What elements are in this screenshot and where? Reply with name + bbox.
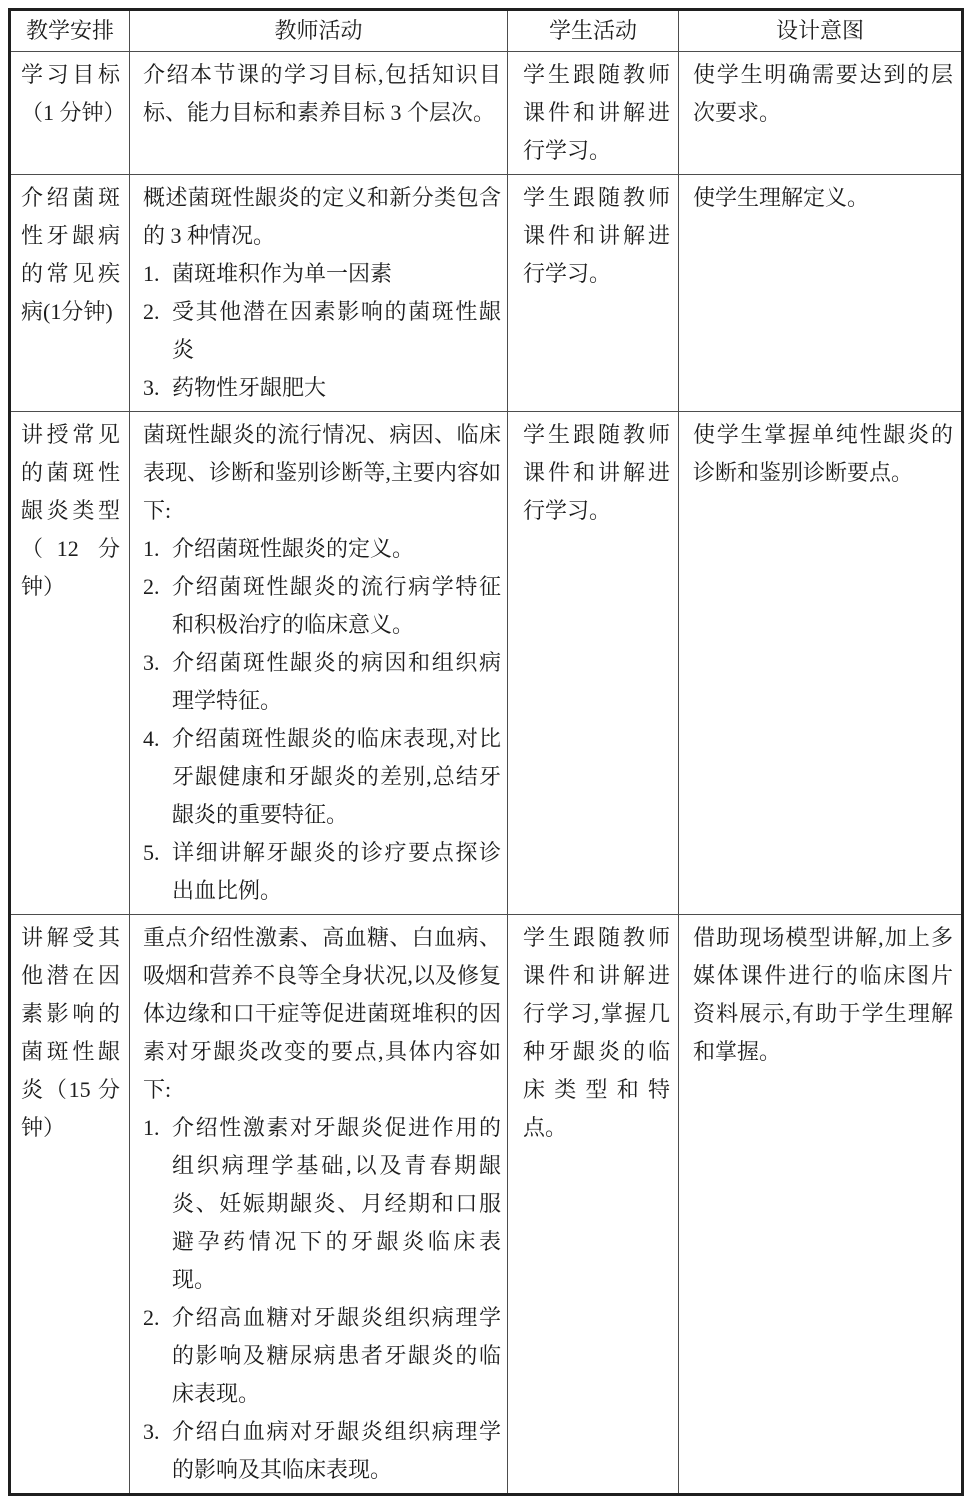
numbered-item	[143, 530, 501, 568]
list-item-text: 介绍高血糖对牙龈炎组织病理学的影响及糖尿病患者牙龈炎的临床表现。	[172, 1305, 501, 1406]
table-row	[10, 412, 963, 915]
list-item-text: 介绍菌斑性龈炎的流行病学特征和积极治疗的临床意义。	[172, 574, 501, 637]
cell-design-intent: 使学生理解定义。	[679, 175, 963, 412]
numbered-item	[143, 1299, 501, 1413]
lesson-plan-table	[8, 8, 964, 1496]
list-item-text: 介绍菌斑性龈炎的临床表现,对比牙龈健康和牙龈炎的差别,总结牙龈炎的重要特征。	[172, 726, 501, 827]
table-row	[10, 175, 963, 412]
header-design-intent: 设计意图	[679, 10, 963, 52]
cell-student-activity: 学生跟随教师课件和讲解进行学习。	[508, 412, 679, 915]
cell-teacher-activity	[130, 175, 508, 412]
list-item-number: 2.	[143, 1305, 160, 1330]
list-item-text: 药物性牙龈肥大	[172, 375, 327, 400]
numbered-item	[143, 1413, 501, 1489]
cell-teaching-arrangement: 学习目标（1 分钟）	[10, 52, 130, 175]
cell-design-intent: 借助现场模型讲解,加上多媒体课件进行的临床图片资料展示,有助于学生理解和掌握。	[679, 915, 963, 1495]
cell-teacher-activity	[130, 52, 508, 175]
list-item-number: 3.	[143, 375, 160, 400]
list-item-number: 2.	[143, 299, 160, 324]
table-row	[10, 52, 963, 175]
numbered-item	[143, 834, 501, 910]
table-row	[10, 915, 963, 1495]
teacher-activity-intro: 介绍本节课的学习目标,包括知识目标、能力目标和素养目标 3 个层次。	[143, 62, 501, 125]
list-item-number: 5.	[143, 840, 160, 865]
cell-design-intent: 使学生掌握单纯性龈炎的诊断和鉴别诊断要点。	[679, 412, 963, 915]
cell-student-activity: 学生跟随教师课件和讲解进行学习,掌握几种牙龈炎的临床类型和特点。	[508, 915, 679, 1495]
list-item-text: 菌斑堆积作为单一因素	[172, 261, 393, 286]
list-item-number: 1.	[143, 261, 160, 286]
header-student-activity: 学生活动	[508, 10, 679, 52]
list-item-text: 介绍菌斑性龈炎的定义。	[172, 536, 415, 561]
numbered-item	[143, 255, 501, 293]
teacher-activity-intro: 重点介绍性激素、高血糖、白血病、吸烟和营养不良等全身状况,以及修复体边缘和口干症等促进菌斑堆积的因素对牙龈炎改变的要点,具体内容如下:	[143, 925, 501, 1102]
cell-design-intent: 使学生明确需要达到的层次要求。	[679, 52, 963, 175]
list-item-text: 受其他潜在因素影响的菌斑性龈炎	[172, 299, 501, 362]
list-item-text: 介绍菌斑性龈炎的病因和组织病理学特征。	[172, 650, 501, 713]
list-item-text: 介绍白血病对牙龈炎组织病理学的影响及其临床表现。	[172, 1419, 501, 1482]
teacher-activity-intro: 菌斑性龈炎的流行情况、病因、临床表现、诊断和鉴别诊断等,主要内容如下:	[143, 422, 501, 523]
header-teacher-activity: 教师活动	[130, 10, 508, 52]
list-item-number: 1.	[143, 1115, 160, 1140]
cell-teaching-arrangement: 介绍菌斑性牙龈病的常见疾病(1分钟)	[10, 175, 130, 412]
cell-teacher-activity	[130, 915, 508, 1495]
numbered-item	[143, 568, 501, 644]
numbered-item	[143, 644, 501, 720]
cell-student-activity: 学生跟随教师课件和讲解进行学习。	[508, 175, 679, 412]
list-item-number: 1.	[143, 536, 160, 561]
numbered-item	[143, 369, 501, 407]
header-teaching-arrangement: 教学安排	[10, 10, 130, 52]
numbered-item	[143, 293, 501, 369]
cell-teacher-activity	[130, 412, 508, 915]
list-item-text: 介绍性激素对牙龈炎促进作用的组织病理学基础,以及青春期龈炎、妊娠期龈炎、月经期和口服避孕药情况下的牙龈炎临床表现。	[172, 1115, 501, 1292]
list-item-number: 4.	[143, 726, 160, 751]
teacher-activity-intro: 概述菌斑性龈炎的定义和新分类包含的 3 种情况。	[143, 185, 501, 248]
numbered-item	[143, 1109, 501, 1299]
header-row	[10, 10, 963, 52]
list-item-number: 3.	[143, 650, 160, 675]
list-item-number: 2.	[143, 574, 160, 599]
cell-teaching-arrangement: 讲解受其他潜在因素影响的菌斑性龈炎（15 分钟）	[10, 915, 130, 1495]
cell-student-activity: 学生跟随教师课件和讲解进行学习。	[508, 52, 679, 175]
list-item-text: 详细讲解牙龈炎的诊疗要点探诊出血比例。	[172, 840, 501, 903]
numbered-item	[143, 720, 501, 834]
list-item-number: 3.	[143, 1419, 160, 1444]
cell-teaching-arrangement: 讲授常见的菌斑性龈炎类型（12 分钟）	[10, 412, 130, 915]
